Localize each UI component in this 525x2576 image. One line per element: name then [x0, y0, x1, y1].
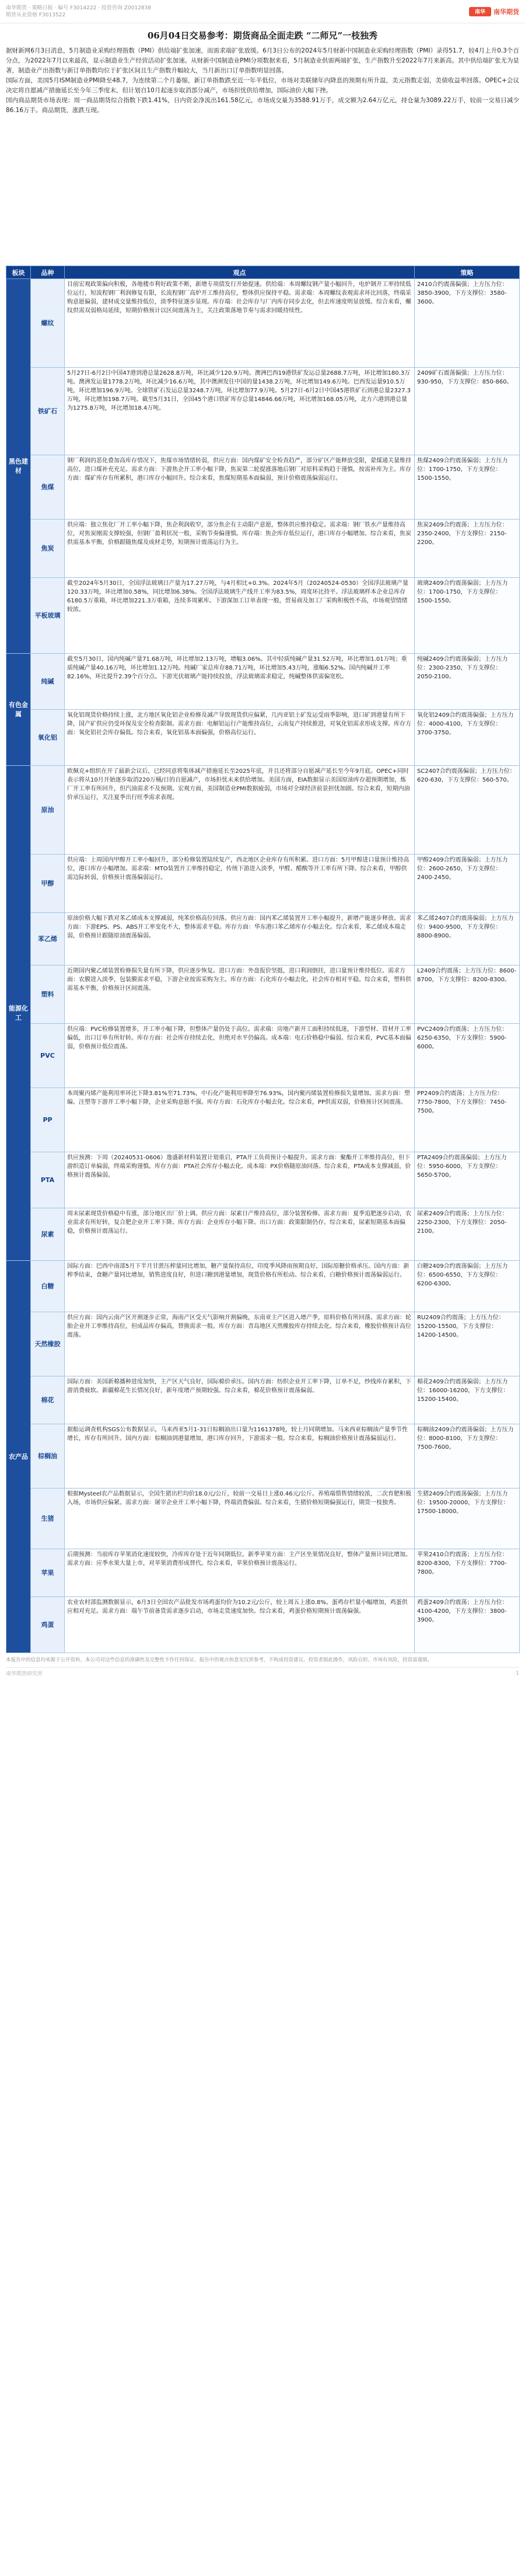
view-text: 供应端：上周国内甲醇开工率小幅回升，部分检修装置陆续复产，西北地区企业库存有所积累。进口方面：5月甲醇进口量预计维持高位，港口库存小幅增加。需求端：MTO装置开工率维持稳定，传统下游进入淡季，甲醛、醋酸等开工率有所下降。综合来看，甲醇供需边际转弱，价格预计震荡偏弱运行。: [67, 857, 410, 881]
header-view: 观点: [65, 266, 415, 279]
view-cell: [65, 1152, 415, 1208]
table-row: [6, 913, 520, 965]
strategy-cell: [415, 766, 520, 855]
view-cell: [65, 1549, 415, 1597]
strategy-cell: [415, 1024, 520, 1088]
table-row: [6, 1424, 520, 1489]
view-cell: [65, 855, 415, 913]
view-text: 钢厂利润的恶化叠加高库存情况下，焦煤市场情绪转弱，供应方面：国内煤矿安全检查趋严，部分矿区产能释放受限，蒙煤通关量维持高位，进口煤补充充足。需求方面：下游焦企开工率小幅下降，焦炭第二轮提涨落地后钢厂对原料采购趋于谨慎，按需补库为主。库存方面：煤矿库存有所累积，港口库存小幅回升。综合来看，焦煤短期基本面偏弱，预计价格震荡偏弱运行。: [67, 458, 411, 482]
page-title: 06月04日交易参考：期货商品全面走跌 “二师兄”一枝独秀: [147, 30, 378, 41]
strategy-text: 尿素2409合约震荡；上方压力位：2250-2300，下方支撑位：2050-2100。: [417, 1211, 508, 1235]
view-cell: [65, 1312, 415, 1376]
header-sector: 板块: [6, 266, 31, 279]
view-text: 原油价格大幅下跌对苯乙烯成本支撑减弱，纯苯价格高位回落。供应方面：国内苯乙烯装置开工率小幅提升，新增产能逐步释放。需求方面：下游EPS、PS、ABS开工率变化不大，整体需求平稳。库存方面：华东港口苯乙烯库存小幅去化。综合来看，苯乙烯成本端走弱，价格预计跟随原油震荡偏弱。: [67, 915, 411, 939]
view-text: 截至2024年5月30日，全国浮法玻璃日产量为17.27万吨，与4月相比+0.3%。2024年5月（20240524-0530）全国浮法玻璃产量120.33万吨，环比增加0.58%，同比增加6.38%。全国浮法玻璃生产线开工率为83.5%，周度环比持平。浮法玻璃样本企业总库存6180.5万重箱，环比增加221.3万重箱，连续多周累库。下游深加工订单表现一般，贸易商及加工厂采购积极性不高，市场观望情绪较浓。: [67, 580, 409, 613]
strategy-text: 2409矿石震荡偏强；上方压力位：930-950，下方支撑位：850-860。: [417, 370, 513, 385]
table-row: [6, 1597, 520, 1653]
table-row: [6, 1088, 520, 1152]
view-text: 5月27日-6月2日中国47港到港总量2628.8万吨，环比减少120.9万吨。澳洲巴西19港铁矿发运总量2688.7万吨，环比增加180.3万吨。澳洲发运量1778.2万吨，环比减少16.6万吨，其中澳洲发往中国的量1438.2万吨，环比增加149.6万吨。巴西发运量910.5万吨，环比增加196.9万吨。全球铁矿石发运总量3248.7万吨，环比增加77.9万吨。5月27日-6月2日中国45港铁矿石到港总量2327.3万吨，环比增加198.7万吨。截至5月31日，全国45个港口铁矿库存总量14846.66万吨，环比增加168.05万吨，北方六港到港总量为1275.8万吨，环比增加18.4万吨。: [67, 370, 411, 412]
table-row: [6, 279, 520, 368]
view-text: 后期预测：当前库存苹果消化速度较快，冷库库存处于近年同期低位。新季苹果方面：主产区坐果情况良好，整体产量预计同比增加。需求方面：应季水果大量上市，对苹果消费形成替代。综合来看，苹果价格预计震荡运行。: [67, 1552, 411, 1567]
strategy-text: 纯碱2409合约震荡偏弱；上方压力位：2300-2350，下方支撑位：2050-2100。: [417, 656, 508, 680]
view-cell: [65, 368, 415, 455]
table-header-row: [6, 266, 520, 279]
product-cell: PVC: [31, 1024, 65, 1088]
strategy-text: 生猪2409合约震荡偏强；上方压力位：19500-20000，下方支撑位：17500-18000。: [417, 1491, 509, 1515]
table-row: [6, 368, 520, 455]
strategy-cell: [415, 710, 520, 766]
table-row: [6, 965, 520, 1024]
view-cell: [65, 578, 415, 654]
strategy-text: 棕榈油2409合约震荡偏弱；上方压力位：8000-8100，下方支撑位：7500-7600。: [417, 1427, 514, 1451]
view-cell: [65, 1597, 415, 1653]
table-row: [6, 1208, 520, 1261]
strategy-text: RU2409合约震荡；上方压力位：15200-15500，下方支撑位：14200-14500。: [417, 1315, 505, 1338]
view-cell: [65, 1024, 415, 1088]
view-cell: [65, 1376, 415, 1424]
product-cell: 尿素: [31, 1208, 65, 1261]
product-cell: 苹果: [31, 1549, 65, 1597]
view-text: 供应方面：国内云南产区开割逐步正常，海南产区受天气影响开割偏晚，东南亚主产区进入增产季，原料价格有所回落。需求方面：轮胎企业开工率维持高位，但成品库存偏高，替换需求一般。库存方面：青岛地区天然橡胶库存持续去化。综合来看，橡胶价格预计高位震荡。: [67, 1315, 411, 1338]
table-body: [6, 279, 520, 1653]
strategy-cell: [415, 1549, 520, 1597]
strategy-cell: [415, 1424, 520, 1489]
disclaimer: 本报告中的信息均来源于公开资料，本公司对这些信息的准确性及完整性不作任何保证。报告中的观点和意见仅供参考，不构成投资建议，投资者据此操作，风险自担。市场有风险，投资需谨慎。: [6, 1657, 433, 1663]
view-cell: [65, 710, 415, 766]
product-cell: 塑料: [31, 965, 65, 1024]
strategy-text: 玻璃2409合约震荡偏弱；上方压力位：1700-1750，下方支撑位：1500-1550。: [417, 580, 508, 604]
sector-cell: 农产品: [6, 1261, 31, 1653]
view-text: 氧化铝现货价格持续上涨，北方地区氧化铝企业检修及减产导致现货供应偏紧，几内亚铝土矿发运受雨季影响，进口矿到港量有所下降，国产矿供应仍受环保及安全检查限制。需求方面：电解铝运行产能维持高位，云南复产持续推进，对氧化铝需求形成支撑。库存方面：氧化铝社会库存偏低。综合来看，氧化铝基本面偏强，价格高位运行。: [67, 712, 411, 736]
view-cell: [65, 1424, 415, 1489]
strategy-cell: [415, 1489, 520, 1549]
header-strategy: 策略: [415, 266, 520, 279]
footer-bar: [6, 1667, 519, 1679]
strategy-cell: [415, 965, 520, 1024]
product-cell: 生猪: [31, 1489, 65, 1549]
view-cell: [65, 1261, 415, 1312]
table-row: [6, 1024, 520, 1088]
page-number: 1: [516, 1670, 519, 1676]
product-cell: 氧化铝: [31, 710, 65, 766]
product-cell: 鸡蛋: [31, 1597, 65, 1653]
strategy-cell: [415, 455, 520, 520]
footer-source: 南华期货研究所: [6, 1671, 43, 1677]
product-cell: 棉花: [31, 1376, 65, 1424]
sector-cell: 有色金属: [6, 654, 31, 766]
top-bar: [0, 0, 525, 23]
strategy-cell: [415, 913, 520, 965]
view-text: 周末尿素现货价格稳中有涨，部分地区出厂价上调。供应方面：尿素日产维持高位，部分装置检修。需求方面：夏季追肥逐步启动，农业需求有所好转，复合肥企业开工率下降。库存方面：企业库存小幅下降。出口方面：政策限制仍存。综合来看，尿素短期基本面偏稳，价格预计震荡运行。: [67, 1211, 411, 1235]
strategy-text: 甲醇2409合约震荡偏弱；上方压力位：2600-2650，下方支撑位：2400-2450。: [417, 857, 508, 881]
brand-logo: [469, 7, 519, 16]
product-cell: 天然橡胶: [31, 1312, 65, 1376]
summary-paragraph: 国际方面，美国5月ISM制造业PMI降至48.7，为连续第二个月萎缩，新订单指数跌至近一年半低位，市场对美联储年内降息的预期有所升温，美元指数走弱，美债收益率回落。OPEC+会议决定将自愿减产措施延长至今年三季度末，但计划自10月起逐步取消部分减产，市场担忧供给增加，国际油价大幅下挫。: [6, 77, 519, 94]
strategy-text: 苹果2410合约震荡；上方压力位：8200-8300，下方支撑位：7700-7800。: [417, 1552, 508, 1575]
view-cell: [65, 455, 415, 520]
strategy-cell: [415, 279, 520, 368]
strategy-text: PP2409合约震荡；上方压力位：7750-7800，下方支撑位：7450-7500。: [417, 1090, 507, 1114]
product-cell: 焦炭: [31, 520, 65, 578]
product-cell: 铁矿石: [31, 368, 65, 455]
view-text: 供应预测：下周（20240531-0606）逸盛新材料装置计划重启，PTA开工负荷预计小幅提升。需求方面：聚酯开工率维持高位，但下游织造订单偏弱，终端采购谨慎。库存方面：PTA社会库存小幅去化。成本端：PX价格随原油回落。综合来看，PTA成本支撑减弱，价格预计震荡偏弱。: [67, 1155, 411, 1179]
strategy-table: [6, 266, 520, 1653]
view-text: 农业农村部监测数据显示，6月3日全国农产品批发市场鸡蛋均价为10.2元/公斤，较上周五上涨0.8%。蛋鸡存栏量小幅增加，鸡蛋供应相对充足。需求方面：端午节前备货需求逐步启动，市场走货速度加快。综合来看，鸡蛋价格短期预计震荡偏强。: [67, 1599, 408, 1615]
strategy-text: 鸡蛋2409合约震荡；上方压力位：4100-4200，下方支撑位：3800-3900。: [417, 1599, 508, 1623]
strategy-text: 2410合约震荡偏强；上方压力位：3850-3900，下方支撑位：3580-3600。: [417, 281, 508, 305]
view-cell: [65, 654, 415, 710]
table-row: [6, 855, 520, 913]
view-cell: [65, 1208, 415, 1261]
table-row: [6, 1312, 520, 1376]
view-text: 目前宏观政策偏向积极，各地楼市利好政策不断，新增专项债发行开始提速。供给端：本周螺纹钢产量小幅回升，电炉钢开工率持续低位运行，短流程钢厂利润修复有限，长流程钢厂高炉开工维持高位，整体供应保持平稳。需求端：本周螺纹表观需求环比回落，终端采购意愿偏弱，建材成交量维持低位，淡季特征逐步显现。库存端：社会库存与厂内库存同步去化，但去库速度明显放缓。综合来看，螺纹供需双弱格局延续，短期价格预计以区间震荡为主，关注政策落地节奏与需求回暖持续性。: [67, 281, 411, 314]
view-cell: [65, 913, 415, 965]
market-summary: [6, 46, 519, 262]
table-row: [6, 1152, 520, 1208]
product-cell: 平板玻璃: [31, 578, 65, 654]
table-row: [6, 1261, 520, 1312]
strategy-cell: [415, 1312, 520, 1376]
product-cell: PP: [31, 1088, 65, 1152]
product-cell: 纯碱: [31, 654, 65, 710]
product-cell: 苯乙烯: [31, 913, 65, 965]
strategy-cell: [415, 1597, 520, 1653]
strategy-text: PVC2409合约震荡；上方压力位：6250-6350，下方支撑位：5900-6000。: [417, 1026, 508, 1050]
view-text: 供应端：PVC检修装置增多，开工率小幅下降，但整体产量仍处于高位。需求端：房地产新开工面积持续低迷，下游型材、管材开工率偏低，出口订单有所好转。库存方面：社会库存持续去化，但绝对水平仍偏高。成本端：电石价格稳中偏弱。综合来看，PVC基本面偏弱，价格预计低位震荡。: [67, 1026, 411, 1050]
view-text: 根据Mysteel农产品数据显示，全国生猪出栏均价18.0元/公斤，较前一交易日上涨0.46元/公斤。养殖端惜售情绪较浓，二次育肥积极入场，市场供应偏紧。需求方面：屠宰企业开工率小幅下降，终端消费偏弱。综合来看，生猪价格短期偏强运行，期货一枝独秀。: [67, 1491, 412, 1506]
product-cell: 白糖: [31, 1261, 65, 1312]
table-row: [6, 1489, 520, 1549]
strategy-cell: [415, 654, 520, 710]
table-row: [6, 455, 520, 520]
brand-name: 南华期货: [494, 8, 519, 16]
sector-cell: 能源化工: [6, 766, 31, 1261]
product-cell: PTA: [31, 1152, 65, 1208]
strategy-text: 棉花2409合约震荡偏弱；上方压力位：16000-16200，下方支撑位：15200-15400。: [417, 1379, 509, 1403]
sector-cell: 黑色建材: [6, 279, 31, 654]
logo-icon: 南华: [469, 7, 491, 16]
strategy-cell: [415, 1261, 520, 1312]
view-text: 据船运调查机构SGS公布数据显示，马来西亚5月1-31日棕榈油出口量为1161378吨，较上月同期增加。马来西亚棕榈油产量季节性增长，库存有所回升。国内方面：棕榈油到港量增加，港口库存回升，下游需求一般。综合来看，棕榈油价格预计震荡偏弱运行。: [67, 1427, 408, 1442]
report-meta: [6, 5, 151, 19]
product-cell: 焦煤: [31, 455, 65, 520]
strategy-cell: [415, 1376, 520, 1424]
meta-line-2: 期货从业资格 F3013522: [6, 12, 66, 18]
view-cell: [65, 520, 415, 578]
strategy-text: 焦煤2409合约震荡偏弱；上方压力位：1700-1750，下方支撑位：1500-1550。: [417, 458, 508, 482]
view-text: 本周聚丙烯产能利用率环比下降3.81%至71.73%，中石化产能利用率降至76.93%，国内聚丙烯装置检修损失量增加。需求方面：塑编、注塑等下游开工率小幅下降，企业采购意愿不强。库存方面：石化库存小幅去化。综合来看，PP供需双弱，价格预计区间震荡。: [67, 1090, 411, 1106]
table-row: [6, 710, 520, 766]
strategy-cell: [415, 520, 520, 578]
product-cell: 螺纹: [31, 279, 65, 368]
view-text: 国际方面：美国新棉播种进度加快，主产区天气良好，国际棉价承压。国内方面：纺织企业开工率下降，订单不足，纱线库存累积，下游消费疲软。新疆棉花生长情况良好，新年度增产预期较强。综合来看，棉花价格预计震荡偏弱。: [67, 1379, 411, 1394]
view-text: 截至5月30日，国内纯碱产量71.68万吨，环比增加2.13万吨，增幅3.06%。其中轻质纯碱产量31.52万吨，环比增加1.01万吨；重质纯碱产量40.16万吨，环比增加1.12万吨。纯碱厂家总库存88.71万吨，环比增加5.43万吨，涨幅6.52%。国内纯碱开工率82.16%，环比提升2.39个百分点。下游光伏玻璃产能持续投放，浮法玻璃需求稳定，纯碱整体供需偏宽松。: [67, 656, 407, 680]
view-cell: [65, 279, 415, 368]
summary-paragraph: 国内商品期货市场表现：周一商品期货综合指数下跌1.41%，日内资金净流出161.58亿元，市场成交量为3588.91万手，成交额为2.64万亿元，持仓量为3089.22万手，较前一交易日减少86.16万手。商品期货，涨跌互现。: [6, 97, 519, 114]
view-text: 供应端：独立焦化厂开工率小幅下降，焦企利润收窄，部分焦企有主动限产意愿，整体供应维持稳定。需求端：钢厂铁水产量维持高位，对焦炭刚需支撑较强，但钢厂盈利状况一般，采购节奏偏谨慎。库存端：焦企库存低位运行，港口库存小幅增加。综合来看，焦炭供需基本平衡，价格跟随焦煤及成材走势，短期预计震荡运行为主。: [67, 522, 411, 546]
strategy-text: SC2407合约震荡偏弱；上方压力位：620-630，下方支撑位：560-570。: [417, 768, 516, 783]
table-row: [6, 520, 520, 578]
strategy-cell: [415, 368, 520, 455]
table-row: [6, 766, 520, 855]
product-cell: 棕榈油: [31, 1424, 65, 1489]
strategy-cell: [415, 1208, 520, 1261]
summary-paragraph: 据财新网6月3日消息，5月制造业采购经理指数（PMI）供给端扩张加速，而需求端扩张放缓。6月3日公布的2024年5月财新中国制造业采购经理指数（PMI）录得51.7，较4月上升0.3个百分点，为2022年7月以来最高，显示制造业生产经营活动扩张加速。从财新中国制造业PMI分项数据来看，5月制造业供需两端扩张，生产指数升至2022年7月来新高。其中供给端扩张尤为显著，制造业产出指数与新订单指数均位于扩张区间且生产指数升幅较大，当月新出口订单指数明显回落。: [6, 47, 519, 74]
table-row: [6, 1549, 520, 1597]
view-text: 国际方面：巴西中南部5月下半月甘蔗压榨量同比增加，糖产量保持高位，印度季风降雨预期良好，国际原糖价格承压。国内方面：新榨季结束，食糖产量同比增加，销售进度良好，但进口糖到港量增加，现货价格有所松动。综合来看，白糖价格预计震荡偏弱运行。: [67, 1263, 410, 1278]
strategy-text: 焦炭2409合约震荡；上方压力位：2350-2400，下方支撑位：2150-2200。: [417, 522, 508, 546]
view-cell: [65, 766, 415, 855]
view-text: 欧佩克+组织在开了最新会议后，已经同意将集体减产措施延长至2025年底，并且还将部分自愿减产延长至今年9月底。OPEC+同时表示将从10月开始逐步取消220万桶/日的自愿减产，市场担忧未来供给增加。美国方面，EIA数据显示美国原油库存超预期增加，炼厂开工率有所回升，但汽油需求不及预期。宏观方面，美国制造业PMI数据疲弱，市场对全球经济前景担忧加剧。综合来看，短期内油价承压运行，关注夏季出行旺季需求表现。: [67, 768, 410, 801]
view-text: 近期国内聚乙烯装置检修损失量有所下降，供应逐步恢复。进口方面：外盘报价坚挺，进口利润倒挂，进口量预计维持低位。需求方面：农膜进入淡季，包装膜需求平稳，下游企业按需采购为主。库存方面：石化库存小幅去化，社会库存相对平稳。综合来看，塑料供需基本平衡，价格预计区间震荡。: [67, 968, 411, 992]
strategy-cell: [415, 578, 520, 654]
table-row: [6, 1376, 520, 1424]
view-cell: [65, 1088, 415, 1152]
strategy-text: PTA2409合约震荡偏弱；上方压力位：5950-6000，下方支撑位：5650-5700。: [417, 1155, 507, 1179]
strategy-cell: [415, 1152, 520, 1208]
strategy-text: 白糖2409合约震荡偏弱；上方压力位：6500-6550，下方支撑位：6200-6300。: [417, 1263, 508, 1287]
meta-line-1: 南华期货 · 策略日报 · 编号 F3014222 · 投资咨询 Z0012838: [6, 5, 151, 11]
table-row: [6, 578, 520, 654]
strategy-text: 苯乙烯2407合约震荡偏弱；上方压力位：9400-9500，下方支撑位：8800-8900。: [417, 915, 514, 939]
strategy-cell: [415, 855, 520, 913]
view-cell: [65, 965, 415, 1024]
product-cell: 原油: [31, 766, 65, 855]
view-cell: [65, 1489, 415, 1549]
strategy-cell: [415, 1088, 520, 1152]
strategy-text: L2409合约震荡；上方压力位：8600-8700，下方支撑位：8200-8300。: [417, 968, 517, 983]
table-row: [6, 654, 520, 710]
header-product: 品种: [31, 266, 65, 279]
strategy-text: 氧化铝2409合约震荡偏强；上方压力位：4000-4100，下方支撑位：3700-3750。: [417, 712, 514, 736]
product-cell: 甲醇: [31, 855, 65, 913]
